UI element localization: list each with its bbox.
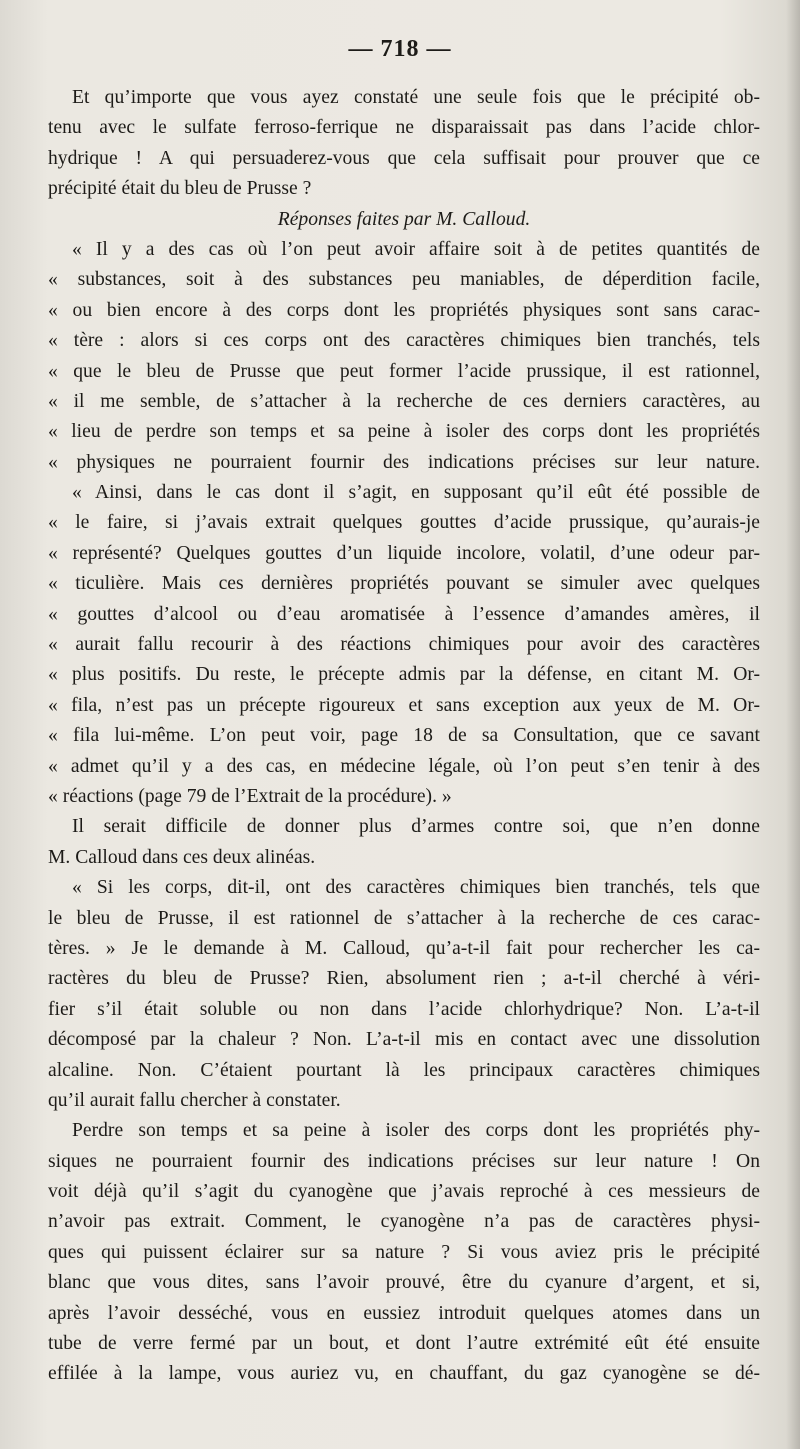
page-number: — 718 — [348, 36, 452, 62]
text-line: hydrique ! A qui persuaderez-vous que cela suffisait pour prouver que ce [48, 147, 760, 169]
text-line: « plus positifs. Du reste, le précepte admis par la défense, en citant M. Or- [48, 664, 760, 686]
text-line: « le faire, si j’avais extrait quelques gouttes d’acide prussique, qu’aurais-je [48, 512, 760, 534]
text-line: voit déjà qu’il s’agit du cyanogène que j’avais reproché à ces messieurs de [48, 1181, 760, 1203]
text-line: Il serait difficile de donner plus d’armes contre soi, que n’en donne [72, 816, 760, 838]
text-line: qu’il aurait fallu chercher à constater. [48, 1089, 341, 1111]
text-line: tenu avec le sulfate ferroso-ferrique ne disparaissait pas dans l’acide chlor- [48, 117, 760, 139]
section-heading: Réponses faites par M. Calloud. [277, 208, 531, 230]
text-line: ques qui puissent éclairer sur sa nature ? Si vous aviez pris le précipité [48, 1241, 760, 1263]
text-line: fier s’il était soluble ou non dans l’acide chlorhydrique? Non. L’a-t-il [48, 998, 760, 1020]
text-line: « il me semble, de s’attacher à la recherche de ces derniers caractères, au [48, 390, 760, 412]
text-line: après l’avoir desséché, vous en eussiez introduit quelques atomes dans un [48, 1302, 760, 1324]
text-line: « ticulière. Mais ces dernières propriétés pouvant se simuler avec quelques [48, 573, 760, 595]
text-line: siques ne pourraient fournir des indications précises sur leur nature ! On [48, 1150, 760, 1172]
text-line: « admet qu’il y a des cas, en médecine légale, où l’on peut s’en tenir à des [48, 755, 760, 777]
body-text [48, 83, 760, 1390]
text-line: « que le bleu de Prusse que peut former l’acide prussique, il est rationnel, [48, 360, 760, 382]
text-line: « Si les corps, dit-il, ont des caractères chimiques bien tranchés, tels que [72, 877, 760, 899]
page-edge-shadow [786, 0, 800, 1449]
text-line: alcaline. Non. C’étaient pourtant là les principaux caractères chimiques [48, 1059, 760, 1081]
text-line: « aurait fallu recourir à des réactions chimiques pour avoir des caractères [48, 634, 760, 656]
text-line: « substances, soit à des substances peu maniables, de déperdition facile, [48, 269, 760, 291]
text-line: effilée à la lampe, vous auriez vu, en chauffant, du gaz cyanogène se dé- [48, 1363, 760, 1385]
text-line: n’avoir pas extrait. Comment, le cyanogène n’a pas de caractères physi- [48, 1211, 760, 1233]
text-line: « représenté? Quelques gouttes d’un liquide incolore, volatil, d’une odeur par- [48, 542, 760, 564]
text-line: « Il y a des cas où l’on peut avoir affaire soit à de petites quantités de [72, 238, 760, 260]
text-line: « physiques ne pourraient fournir des indications précises sur leur nature. [48, 451, 760, 473]
text-line: Et qu’importe que vous ayez constaté une seule fois que le précipité ob- [72, 87, 760, 108]
text-line: le bleu de Prusse, il est rationnel de s’attacher à la recherche de ces carac- [48, 907, 760, 929]
text-line: ractères du bleu de Prusse? Rien, absolument rien ; a-t-il cherché à véri- [48, 968, 760, 990]
text-line: décomposé par la chaleur ? Non. L’a-t-il mis en contact avec une dissolution [48, 1029, 760, 1051]
text-line: « fila lui-même. L’on peut voir, page 18 de sa Consultation, que ce savant [48, 725, 760, 747]
text-line: « gouttes d’alcool ou d’eau aromatisée à l’essence d’amandes amères, il [48, 603, 760, 625]
text-line: blanc que vous dites, sans l’avoir prouvé, être du cyanure d’argent, et si, [48, 1272, 760, 1294]
text-line: « tère : alors si ces corps ont des caractères chimiques bien tranchés, tels [48, 330, 760, 352]
text-line: Perdre son temps et sa peine à isoler des corps dont les propriétés phy- [72, 1120, 760, 1142]
text-line: « lieu de perdre son temps et sa peine à isoler des corps dont les propriétés [48, 421, 760, 443]
text-line: « Ainsi, dans le cas dont il s’agit, en supposant qu’il eût été possible de [72, 482, 760, 504]
text-line: « fila, n’est pas un précepte rigoureux et sans exception aux yeux de M. Or- [48, 694, 760, 716]
text-line: tères. » Je le demande à M. Calloud, qu’a-t-il fait pour rechercher les ca- [48, 937, 760, 959]
text-line: précipité était du bleu de Prusse ? [48, 178, 312, 200]
text-line: M. Calloud dans ces deux alinéas. [48, 846, 316, 868]
text-line: tube de verre fermé par un bout, et dont l’autre extrémité eût été ensuite [48, 1333, 760, 1355]
text-line: « réactions (page 79 de l’Extrait de la procédure). » [48, 785, 452, 807]
text-line: « ou bien encore à des corps dont les propriétés physiques sont sans carac- [48, 299, 760, 321]
